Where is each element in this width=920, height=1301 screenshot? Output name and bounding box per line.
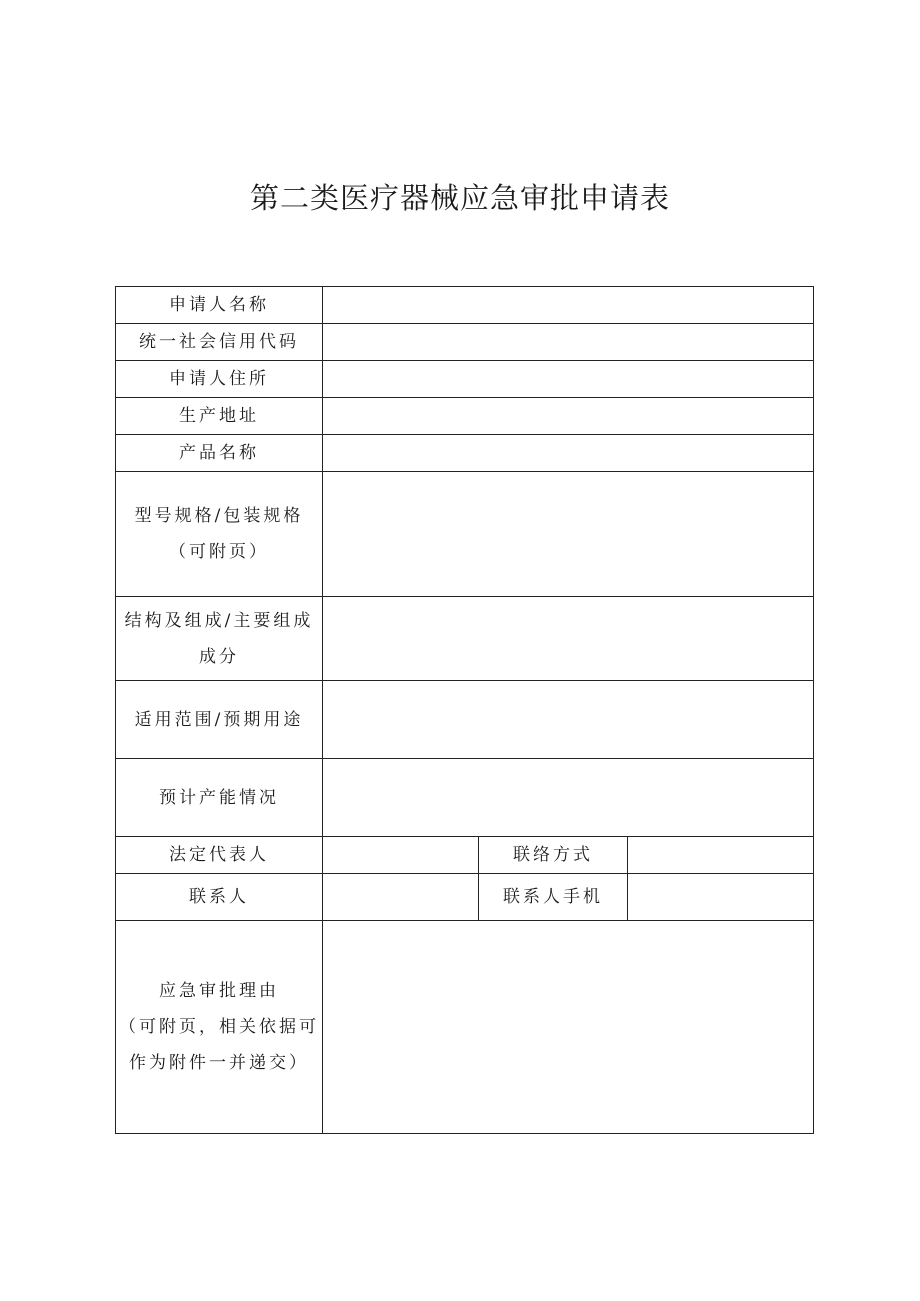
row-reason xyxy=(116,921,814,1134)
reason-field[interactable] xyxy=(323,921,814,1134)
legal-rep-label: 法定代表人 xyxy=(116,837,323,874)
structure-label-line2: 成分 xyxy=(199,646,239,667)
applicant-name-field[interactable] xyxy=(323,287,814,324)
production-address-field[interactable] xyxy=(323,398,814,435)
product-name-label: 产品名称 xyxy=(116,435,323,472)
model-spec-label-line1: 型号规格/包装规格 xyxy=(134,506,304,526)
contact-method-label: 联络方式 xyxy=(479,837,628,874)
reason-label xyxy=(116,921,323,1134)
application-form-table xyxy=(115,286,814,1134)
product-name-field[interactable] xyxy=(323,435,814,472)
row-production-address xyxy=(116,398,814,435)
model-spec-label xyxy=(116,472,323,597)
contact-method-field[interactable] xyxy=(628,837,814,874)
reason-label-line2: （可附页，相关依据可 xyxy=(119,1017,319,1037)
row-applicant-address xyxy=(116,361,814,398)
structure-label-line1: 结构及组成/主要组成 xyxy=(124,610,314,631)
row-legal-rep xyxy=(116,837,814,874)
row-credit-code xyxy=(116,324,814,361)
row-applicant-name xyxy=(116,287,814,324)
applicant-address-label: 申请人住所 xyxy=(116,361,323,398)
row-model-spec xyxy=(116,472,814,597)
model-spec-label-line2: （可附页） xyxy=(169,542,269,562)
row-scope xyxy=(116,681,814,759)
reason-label-line3: 作为附件一并递交） xyxy=(129,1053,309,1073)
capacity-label: 预计产能情况 xyxy=(116,759,323,837)
contact-mobile-field[interactable] xyxy=(628,874,814,921)
model-spec-field[interactable] xyxy=(323,472,814,597)
page-title: 第二类医疗器械应急审批申请表 xyxy=(249,181,670,215)
row-product-name xyxy=(116,435,814,472)
capacity-field[interactable] xyxy=(323,759,814,837)
scope-label: 适用范围/预期用途 xyxy=(116,681,323,759)
legal-rep-field[interactable] xyxy=(323,837,479,874)
contact-person-label: 联系人 xyxy=(116,874,323,921)
production-address-label: 生产地址 xyxy=(116,398,323,435)
structure-label xyxy=(116,597,323,681)
credit-code-label: 统一社会信用代码 xyxy=(116,324,323,361)
contact-person-field[interactable] xyxy=(323,874,479,921)
row-capacity xyxy=(116,759,814,837)
structure-field[interactable] xyxy=(323,597,814,681)
row-contact-person xyxy=(116,874,814,921)
applicant-address-field[interactable] xyxy=(323,361,814,398)
reason-label-line1: 应急审批理由 xyxy=(159,981,279,1001)
credit-code-field[interactable] xyxy=(323,324,814,361)
contact-mobile-label: 联系人手机 xyxy=(479,874,628,921)
applicant-name-label: 申请人名称 xyxy=(116,287,323,324)
row-structure xyxy=(116,597,814,681)
scope-field[interactable] xyxy=(323,681,814,759)
